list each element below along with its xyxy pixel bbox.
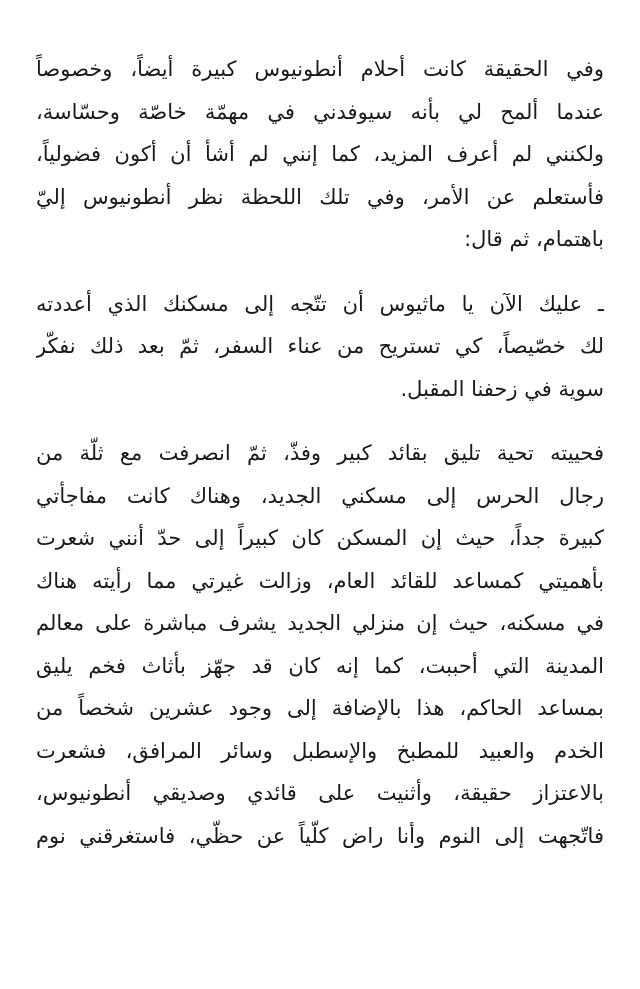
paragraph-3 xyxy=(36,432,604,857)
text-line: باهتمام، ثم قال: xyxy=(464,227,604,251)
text-line: كبيرة جداً، حيث إن المسكن كان كبيراً إلى حدّ أنني شعرت xyxy=(36,526,604,550)
text-line: عندما ألمح لي بأنه سيوفدني في مهمّة خاصّة وحسّاسة، xyxy=(36,99,604,124)
text-line: بالاعتزاز حقيقة، وأثنيت على قائدي وصديقي أنطونيوس، xyxy=(36,781,604,805)
text-line: فحييته تحية تليق بقائد كبير وفذّ، ثمّ انصرفت مع ثلّة من xyxy=(36,441,604,465)
text-line: رجال الحرس إلى مسكني الجديد، وهناك كانت مفاجأتي xyxy=(36,483,604,508)
text-line: الخدم والعبيد للمطبخ والإسطبل وسائر المرافق، فشعرت xyxy=(36,738,604,763)
paragraph-2 xyxy=(36,283,604,411)
text-line: لك خصّيصاً، كي تستريح من عناء السفر، ثمّ بعد ذلك نفكّر xyxy=(36,334,604,358)
book-page xyxy=(36,48,604,857)
paragraph-gap xyxy=(36,261,604,283)
paragraph-1 xyxy=(36,48,604,261)
text-line: وفي الحقيقة كانت أحلام أنطونيوس كبيرة أيضاً، وخصوصاً xyxy=(36,57,604,81)
text-line: فاتّجهت إلى النوم وأنا راض كلّياً عن حظّي، فاستغرقني نوم xyxy=(36,823,604,848)
text-line: بأهميتي كمساعد للقائد العام، وزالت غيرتي مما رأيته هناك xyxy=(36,568,604,593)
text-line: المدينة التي أحببت، كما إنه كان قد جهّز بأثاث فخم يليق xyxy=(36,653,604,678)
text-line: ـ عليك الآن يا ماثيوس أن تتّجه إلى مسكنك الذي أعددته xyxy=(36,291,604,316)
text-line: ولكنني لم أعرف المزيد، كما إنني لم أشأ أن أكون فضولياً، xyxy=(36,142,604,166)
text-line: في مسكنه، حيث إن منزلي الجديد يشرف مباشرة على معالم xyxy=(36,611,604,635)
text-line: سوية في زحفنا المقبل. xyxy=(400,376,604,401)
text-line: فأستعلم عن الأمر، وفي تلك اللحظة نظر أنطونيوس إليّ xyxy=(36,184,604,209)
text-line: بمساعد الحاكم، هذا بالإضافة إلى وجود عشرين شخصاً من xyxy=(36,696,604,720)
paragraph-gap xyxy=(36,410,604,432)
